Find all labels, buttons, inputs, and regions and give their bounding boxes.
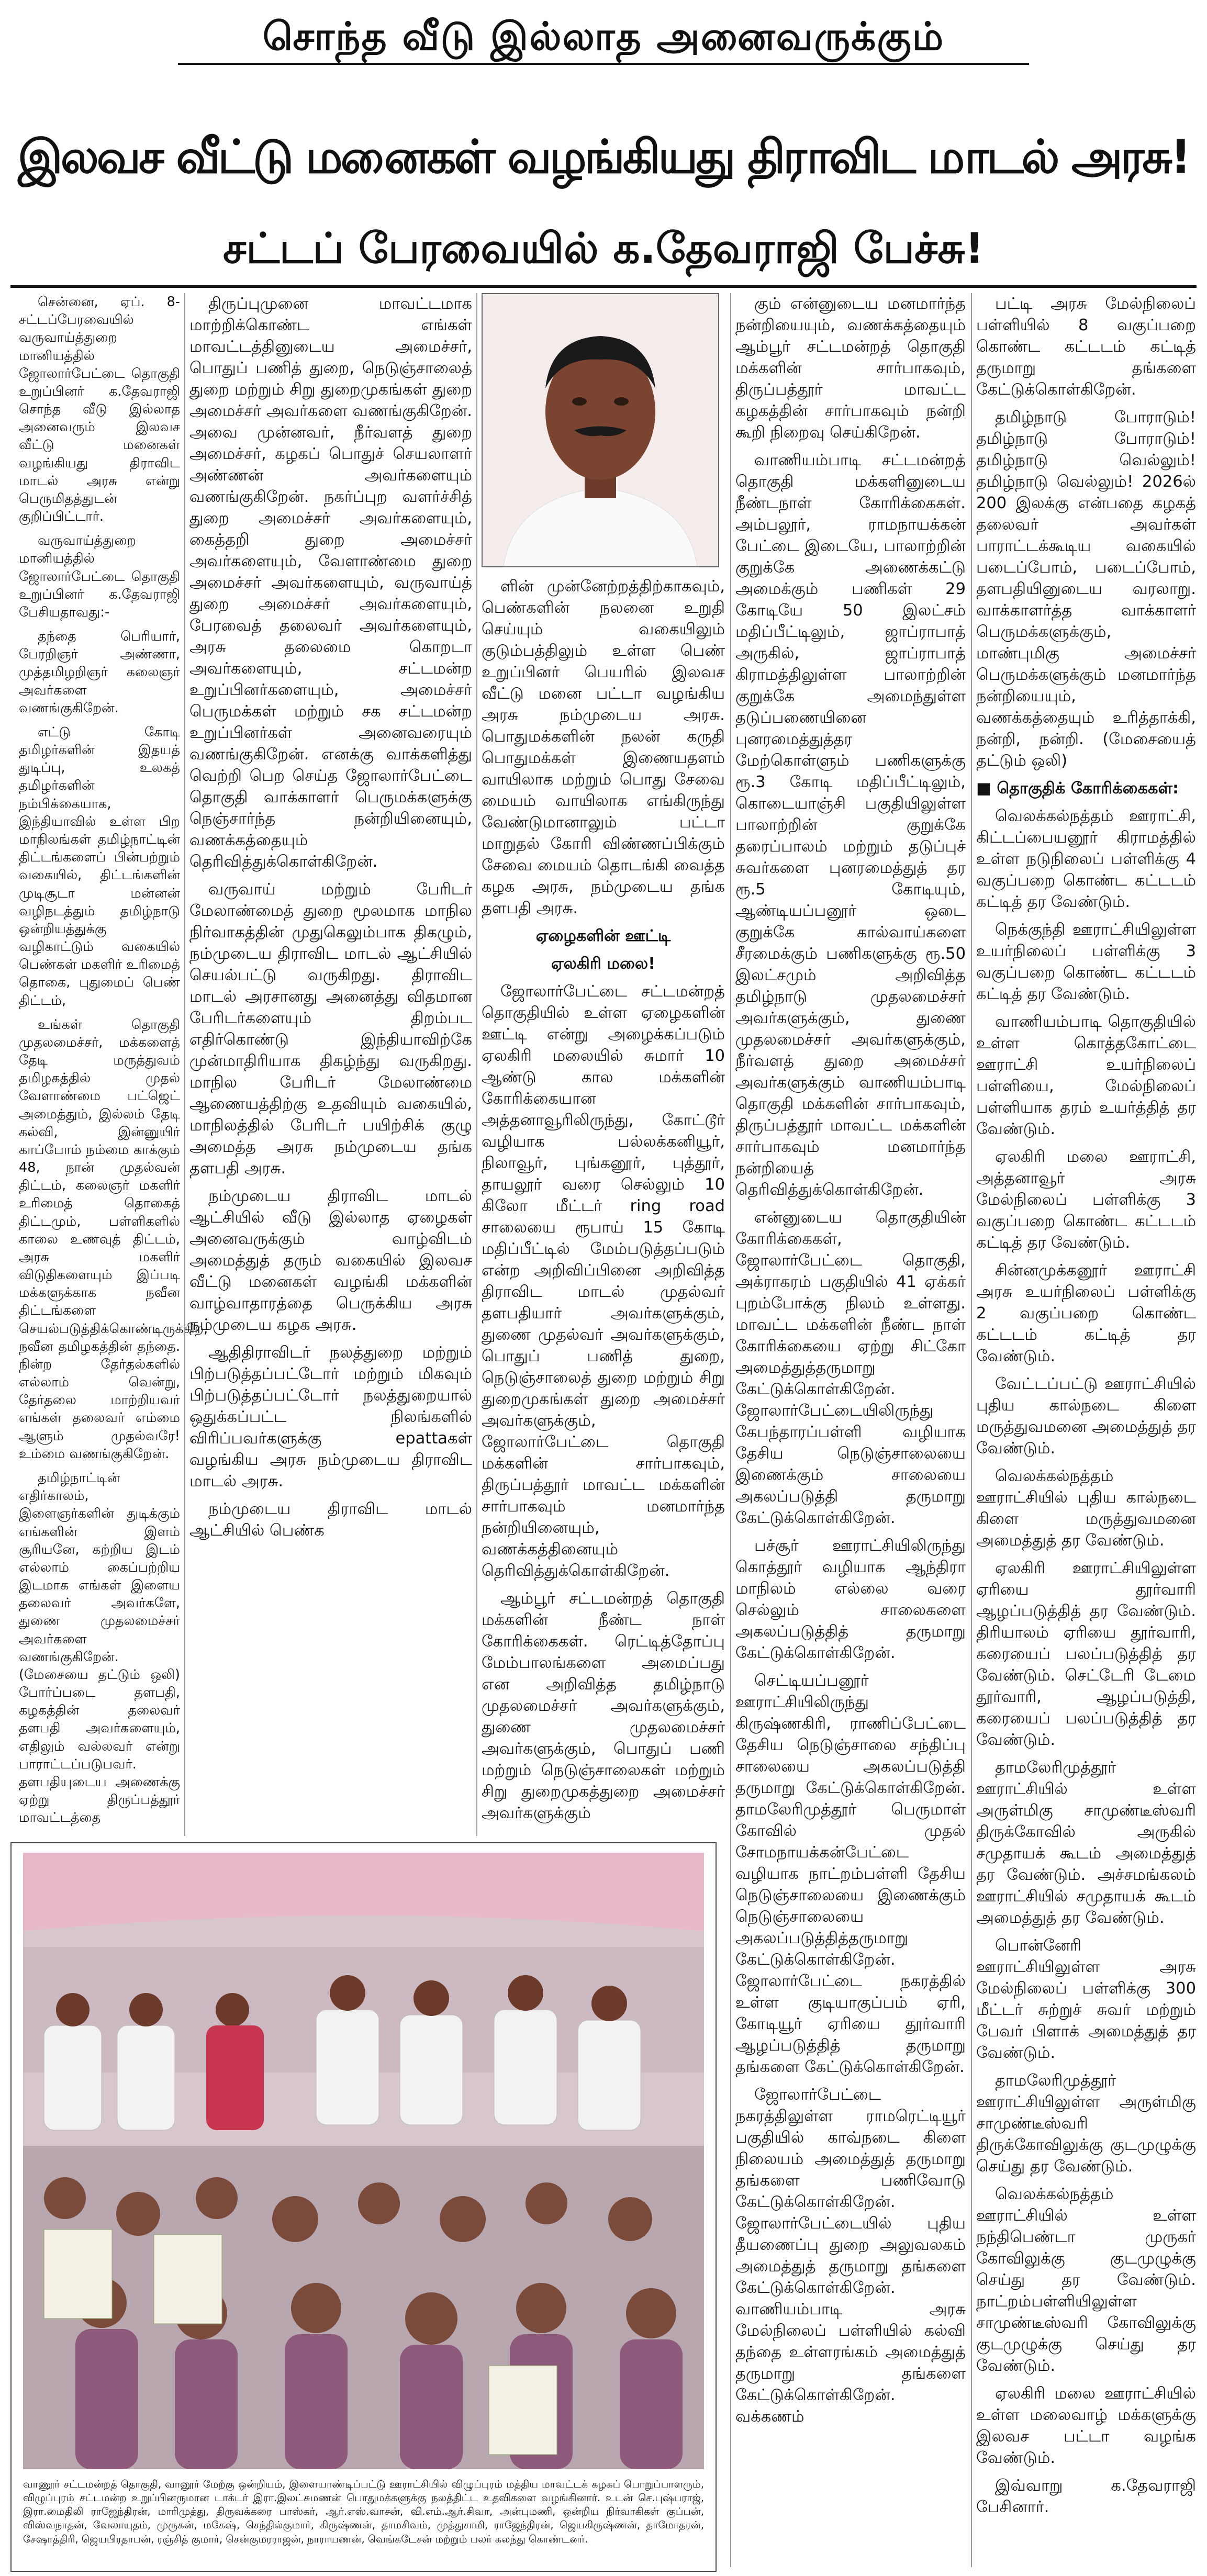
article-column-2: [189, 293, 472, 1836]
paragraph: கும் என்னுடைய மனமார்ந்த நன்றியையும், வணக்கத்தையும் ஆம்பூர் சட்டமன்றத் தொகுதி மக்களின் சார்பாகவும், திருப்பத்தூர் மாவட்ட கழகத்தின் சார்பாகவும் நன்றி கூறி நிறைவு செய்கிறேன்.: [735, 295, 966, 442]
paragraph: ஜோலார்பேட்டை சட்டமன்றத் தொகுதியில் உள்ள ஏழைகளின் ஊட்டி என்று அழைக்கப்படும் ஏலகிரி மலையில் சுமார் 10 ஆண்டு கால மக்களின் கோரிக்கையான அத்தனாவூரிலிருந்து, கோட்டூர் வழியாக பல்லக்கனியூர், நிலாவூர், புங்கனூர், புத்தூர், தாயலூர் வரை செல்லும் 10 கிலோ மீட்டர் ring road சாலையை ரூபாய் 15 கோடி மதிப்பீட்டில் மேம்படுத்தப்படும் என்ற அறிவிப்பினை அறிவித்த திராவிட மாடல் முதல்வர் தளபதியார் அவர்களுக்கும், துணை முதல்வர் அவர்களுக்கும், பொதுப் பணித் துறை, நெடுஞ்சாலைத் துறை மற்றும் சிறு துறைமுகங்கள் துறை அமைச்சர் அவர்களுக்கும், ஜோலார்பேட்டை தொகுதி மக்களின் சார்பாகவும், திருப்பத்தூர் மாவட்ட மக்களின் சார்பாகவும் மனமார்ந்த நன்றியினையும், வணக்கத்தினையும் தெரிவித்துக்கொள்கிறேன்.: [482, 982, 725, 1580]
column-divider: [971, 293, 972, 2567]
paragraph: சென்னை, ஏப். 8- சட்டப்பேரவையில் வருவாய்த்துறை மானியத்தில் ஜோலார்பேட்டை தொகுதி உறுப்பினர் க.தேவராஜி சொந்த வீடு இல்லாத அனைவரும் இலவச வீட்டு மனைகள் வழங்கியது திராவிட மாடல் அரசு என்று பெருமிதத்துடன் குறிப்பிட்டார்.: [19, 294, 180, 525]
paragraph: தமிழ்நாட்டின் எதிர்காலம், இளைஞர்களின் துடிக்கும் எங்களின் இளம் சூரியனே, கற்றிய இடம் எல்லாம் கைப்பற்றிய இடமாக எங்கள் இளைய தலைவர் அவர்களே, துணை முதலமைச்சர் அவர்களை வணங்குகிறேன். (மேசையை தட்டும் ஒலி) போர்ப்படை தளபதி, கழகத்தின் தலைவர் தளபதி அவர்களையும், எதிலும் வல்லவர் என்று பாராட்டப்படுபவர். தளபதியுடைய அணைக்கு ஏற்று திருப்பத்தூர் மாவட்டத்தை: [19, 1470, 180, 1826]
header-rule: [10, 285, 1197, 288]
paragraph: ஆம்பூர் சட்டமன்றத் தொகுதி மக்களின் நீண்ட நாள் கோரிக்கைகள். ரெட்டித்தோப்பு மேம்பாலங்களை அமைப்பது என அறிவித்த தமிழ்நாடு முதலமைச்சர் அவர்களுக்கும், துணை முதலமைச்சர் அவர்களுக்கும், பொதுப் பணி மற்றும் நெடுஞ்சாலைகள் மற்றும் சிறு துறைமுகத்துறை அமைச்சர் அவர்களுக்கும்: [482, 1589, 725, 1822]
column-divider: [476, 293, 477, 1836]
paragraph: வருவாய் மற்றும் பேரிடர் மேலாண்மைத் துறை மூலமாக மாநில நிர்வாகத்தின் முதுகெலும்பாக திகழும், நம்முடைய திராவிட மாடல் ஆட்சியில் செயல்பட்டு வருகிறது. திராவிட மாடல் அரசானது அனைத்து விதமான பேரிடர்களையும் திறம்பட எதிர்கொண்டு இந்தியாவிற்கே முன்மாதிரியாக திகழ்ந்து வருகிறது. மாநில பேரிடர் மேலாண்மை ஆணையத்திற்கு உதவியும் வகையில், மாநிலத்தில் பேரிடர் பயிற்சிக் குழு அமைத்த அரசு நம்முடைய தங்க தளபதி அரசு.: [189, 880, 472, 1178]
paragraph: நம்முடைய திராவிட மாடல் ஆட்சியில் பெண்க: [189, 1500, 472, 1540]
paragraph: என்னுடைய தொகுதியின் கோரிக்கைகள், ஜோலார்பேட்டை தொகுதி, அக்ராகரம் பகுதியில் 41 ஏக்கர் புறம்போக்கு நிலம் உள்ளது. மாவட்ட மக்களின் நீண்ட நாள் கோரிக்கையை ஏற்று சிட்கோ அமைத்துத்தருமாறு கேட்டுக்கொள்கிறேன். ஜோலார்பேட்டையிலிருந்து கேபந்தாரப்பள்ளி வழியாக தேசிய நெடுஞ்சாலையை இணைக்கும் சாலையை அகலப்படுத்தி தருமாறு கேட்டுக்கொள்கிறேன்.: [735, 1208, 966, 1527]
paragraph: எட்டு கோடி தமிழர்களின் இதயத் துடிப்பு, உலகத் தமிழர்களின் நம்பிக்கையாக, இந்தியாவில் உள்ள பிற மாநிலங்கள் தமிழ்நாட்டின் திட்டங்களைப் பின்பற்றும் வகையில், திட்டங்களின் முடிசூடா மன்னன் வழிநடத்தும் தமிழ்நாடு ஒன்றியத்துக்கு வழிகாட்டும் வகையில் பெண்கள் மகளிர் உரிமைத் தொகை, புதுமைப் பெண் திட்டம்,: [19, 724, 180, 1009]
demand-item: ஏலகிரி ஊராட்சியிலுள்ள ஏரியை தூர்வாரி ஆழப்படுத்தித் தர வேண்டும். திரியாலம் ஏரியை தூர்வாரி, கரையைப் பலப்படுத்தித் தர வேண்டும். செட்டேரி டேமை தூர்வாரி, ஆழப்படுத்தி, கரையைப் பலப்படுத்தித் தர வேண்டும்.: [976, 1559, 1196, 1749]
paragraph: ஆதிதிராவிடர் நலத்துறை மற்றும் பிற்படுத்தப்பட்டோர் மற்றும் மிகவும் பிற்படுத்தப்பட்டோர் நலத்துறையால் ஒதுக்கப்பட்ட நிலங்களில் விரிப்பவர்களுக்கு epattaகள் வழங்கிய அரசு நம்முடைய திராவிட மாடல் அரசு.: [189, 1343, 472, 1491]
event-photo: [23, 1853, 704, 2469]
demand-item: வேட்டப்பட்டு ஊராட்சியில் புதிய கால்நடை கிளை மருத்துவமனை அமைத்துத் தர வேண்டும்.: [976, 1375, 1196, 1458]
column-divider: [184, 293, 185, 1836]
demands-heading: ■ தொகுதிக் கோரிக்கைகள்:: [976, 778, 1196, 799]
demand-item: வெலக்கல்நத்தம் ஊராட்சியில் உள்ள நந்திபெண்டா முருகர் கோவிலுக்கு குடமுழுக்கு செய்து தர வேண்டும். நாட்றம்பள்ளியிலுள்ள சாமுண்டீஸ்வரி கோவிலுக்கு குடமுழுக்கு செய்து தர வேண்டும்.: [976, 2185, 1196, 2375]
paragraph: செட்டியப்பனூர் ஊராட்சியிலிருந்து கிருஷ்ணகிரி, ராணிப்பேட்டை தேசிய நெடுஞ்சாலை சந்திப்பு சாலையை அகலப்படுத்தி தருமாறு கேட்டுக்கொள்கிறேன். தாமலேரிமுத்தூர் பெருமாள் கோவில் முதல் சோமநாயக்கன்பேட்டை வழியாக நாட்றம்பள்ளி தேசிய நெடுஞ்சாலையை இணைக்கும் நெடுஞ்சாலையை அகலப்படுத்தித்தருமாறு கேட்டுக்கொள்கிறேன். ஜோலார்பேட்டை நகரத்தில் உள்ள குடியாகுப்பம் ஏரி, கோடியூர் ஏரியை தூர்வாரி ஆழப்படுத்தித் தருமாறு தங்களை கேட்டுக்கொள்கிறேன்.: [735, 1672, 966, 2076]
demand-item: வெலக்கல்நத்தம் ஊராட்சி, கிட்டப்பையனூர் கிராமத்தில் உள்ள நடுநிலைப் பள்ளிக்கு 4 வகுப்பறை கொண்ட கட்டடம் கட்டித் தர வேண்டும்.: [976, 807, 1196, 911]
demand-item: தாமலேரிமுத்தூர் ஊராட்சியில் உள்ள அருள்மிகு சாமுண்டீஸ்வரி திருக்கோவில் அருகில் சமுதாயக் கூடம் அமைத்துத் தர வேண்டும். அச்சமங்கலம் ஊராட்சியில் சமுதாயக் கூடம் அமைத்துத் தர வேண்டும்.: [976, 1759, 1196, 1927]
paragraph: வருவாய்த்துறை மானியத்தில் ஜோலார்பேட்டை தொகுதி உறுப்பினர் க.தேவராஜி பேசியதாவது:-: [19, 533, 180, 620]
paragraph: திருப்புமுனை மாவட்டமாக மாற்றிக்கொண்ட எங்கள் மாவட்டத்தினுடைய அமைச்சர், பொதுப் பணித் துறை, நெடுஞ்சாலைத் துறை மற்றும் சிறு துறைமுகங்கள் துறை அமைச்சர் அவர்களை வணங்குகிறேன். அவை முன்னவர், நீர்வளத் துறை அமைச்சர், கழகப் பொதுச் செயலாளர் அண்ணன் அவர்களையும் வணங்குகிறேன். நகர்ப்புற வளர்ச்சித் துறை அமைச்சர் அவர்களையும், கைத்தறி துறை அமைச்சர் அவர்களையும், வேளாண்மை துறை அமைச்சர் அவர்களையும், வருவாய்த் துறை அமைச்சர் அவர்களையும், பேரவைத் தலைவர் அவர்களையும், அரசு தலைமை கொறடா அவர்களையும், சட்டமன்ற உறுப்பினர்களையும், அமைச்சர் பெருமக்கள் மற்றும் சக சட்டமன்ற உறுப்பினர்கள் அனைவரையும் வணங்குகிறேன். எனக்கு வாக்களித்து வெற்றி பெற செய்த ஜோலார்பேட்டை தொகுதி வாக்காளர் பெருமக்களுக்கு நெஞ்சார்ந்த நன்றியினையும், வணக்கத்தையும் தெரிவித்துக்கொள்கிறேன்.: [189, 295, 472, 871]
section-heading: ஏழைகளின் ஊட்டி: [535, 927, 671, 945]
demand-item: தாமலேரிமுத்தூர் ஊராட்சியிலுள்ள அருள்மிகு சாமுண்டீஸ்வரி திருக்கோவிலுக்கு குடமுழுக்கு செய்து தர வேண்டும்.: [976, 2071, 1196, 2176]
paragraph: தந்தை பெரியார், பேரறிஞர் அண்ணா, முத்தமிழறிஞர் கலைஞர் அவர்களை வணங்குகிறேன்.: [19, 629, 180, 716]
paragraph: ஜோலார்பேட்டை நகரத்திலுள்ள ராமரெட்டியூர் பகுதியில் காவ்நடை கிளை நிலையம் அமைத்துத் தருமாறு தங்களை பணிவோடு கேட்டுக்கொள்கிறேன். ஜோலார்பேட்டையில் புதிய தீயணைப்பு துறை அலுவலகம் அமைத்துத் தருமாறு தங்களை கேட்டுக்கொள்கிறேன். வாணியம்பாடி அரசு மேல்நிலைப் பள்ளியில் கல்வி தந்தை உள்ளரங்கம் அமைத்துத் தருமாறு தங்களை கேட்டுக்கொள்கிறேன். வக்கணம்: [735, 2086, 966, 2426]
kicker-heading: சொந்த வீடு இல்லாத அனைவருக்கும்: [178, 10, 1029, 65]
article-column-5: [976, 293, 1196, 2567]
news-photo-box: [10, 1842, 717, 2572]
paragraph: பச்சூர் ஊராட்சியிலிருந்து கொத்தூர் வழியாக ஆந்திரா மாநிலம் எல்லை வரை செல்லும் சாலைகளை அகலப்படுத்தித் தருமாறு கேட்டுக்கொள்கிறேன்.: [735, 1537, 966, 1662]
section-subheading: ஏலகிரி மலை!: [551, 955, 656, 973]
demand-item: ஏலகிரி மலை ஊராட்சி, அத்தனாவூர் அரசு மேல்நிலைப் பள்ளிக்கு 3 வகுப்பறை கொண்ட கட்டடம் கட்டித் தர வேண்டும்.: [976, 1148, 1196, 1252]
paragraph: பட்டி அரசு மேல்நிலைப் பள்ளியில் 8 வகுப்பறை கொண்ட கட்டடம் கட்டித் தருமாறு தங்களை கேட்டுக்கொள்கிறேன்.: [976, 295, 1196, 399]
paragraph: வாணியம்பாடி சட்டமன்றத் தொகுதி மக்களினுடைய நீண்டநாள் கோரிக்கைகள். அம்பலூர், ராமநாயக்கன் பேட்டை இடையே, பாலாற்றின் குறுக்கே அணைக்கட்டு அமைக்கும் பணிகள் 29 கோடியே 50 இலட்சம் மதிப்பீட்டிலும், ஜாப்ராபாத் அருகில், ஜாப்ராபாத் கிராமத்திலுள்ள பாலாற்றின் குறுக்கே அமைந்துள்ள தடுப்பணையினை புனரமைத்துத்தர மேற்கொள்ளும் பணிகளுக்கு ரூ.3 கோடி மதிப்பீட்டிலும், கொடையாஞ்சி பகுதியிலுள்ள பாலாற்றின் குறுக்கே தரைப்பாலம் மற்றும் தடுப்புச் சுவர்களை புனரமைத்துத் தர ரூ.5 கோடியும், ஆண்டியப்பனூர் ஒடை குறுக்கே கால்வாய்களை சீரமைக்கும் பணிகளுக்கு ரூ.50 இலட்சமும் அறிவித்த தமிழ்நாடு முதலமைச்சர் அவர்களுக்கும், துணை முதலமைச்சர் அவர்களுக்கும், நீர்வளத் துறை அமைச்சர் அவர்களுக்கும் வாணியம்பாடி தொகுதி மக்களின் சார்பாகவும், திருப்பத்தூர் மாவட்ட மக்களின் சார்பாகவும் மனமார்ந்த நன்றியைத் தெரிவித்துக்கொள்கிறேன்.: [735, 451, 966, 1199]
paragraph: நம்முடைய திராவிட மாடல் ஆட்சியில் வீடு இல்லாத ஏழைகள் அனைவருக்கும் வாழ்விடம் அமைத்துத் தரும் வகையில் இலவச வீட்டு மனைகள் வழங்கி மக்களின் வாழ்வாதாரத்தை பெருக்கிய அரசு நம்முடைய கழக அரசு.: [189, 1187, 472, 1334]
demand-item: சின்னமுக்கனூர் ஊராட்சி அரசு உயர்நிலைப் பள்ளிக்கு 2 வகுப்பறை கொண்ட கட்டடம் கட்டித் தர வேண்டும்.: [976, 1261, 1196, 1365]
paragraph: ளின் முன்னேற்றத்திற்காகவும், பெண்களின் நலனை உறுதி செய்யும் வகையிலும் குடும்பத்திலும் உள்ள பெண் உறுப்பினர் பெயரில் இலவச வீட்டு மனை பட்டா வழங்கிய அரசு நம்முடைய அரசு. பொதுமக்களின் நலன் கருதி பொதுமக்கள் இணையதளம் வாயிலாக மற்றும் பொது சேவை மையம் வாயிலாக எங்கிருந்து வேண்டுமானாலும் பட்டா மாறுதல் கோரி விண்ணப்பிக்கும் சேவை மையம் தொடங்கி வைத்த கழக அரசு, நம்முடைய தங்க தளபதி அரசு.: [482, 577, 725, 917]
article-column-3: [482, 293, 725, 1836]
article-column-4: [735, 293, 966, 2567]
subheadline: சட்டப் பேரவையில் க.தேவராஜி பேச்சு!: [223, 224, 984, 273]
paragraph: உங்கள் தொகுதி முதலமைச்சர், மக்களைத் தேடி மருத்துவம் தமிழகத்தில் முதல் வேளாண்மை பட்ஜெட் அமைத்தும், இல்லம் தேடி கல்வி, இன்னுயிர் காப்போம் நம்மை காக்கும் 48, நான் முதல்வன் திட்டம், கலைஞர் மகளிர் உரிமைத் தொகைத் திட்டமும், பள்ளிகளில் காலை உணவுத் திட்டம், அரசு மகளிர் விடுதிகளையும் இப்படி மக்களுக்காக நவீன திட்டங்களை செயல்படுத்திக்கொண்டிருக்கிற, நவீன தமிழகத்தின் தந்தை. நின்ற தேர்தல்களில் எல்லாம் வென்று, தேர்தலை மாற்றியவர் எங்கள் தலைவர் எம்மை ஆளும் முதல்வரே! உம்மை வணங்குகிறேன்.: [19, 1016, 208, 1462]
demand-item: வாணியம்பாடி தொகுதியில் உள்ள கொத்தகோட்டை ஊராட்சி உயர்நிலைப் பள்ளியை, மேல்நிலைப் பள்ளியாக தரம் உயர்த்தித் தர வேண்டும்.: [976, 1013, 1196, 1138]
demand-item: வெலக்கல்நத்தம் ஊராட்சியில் புதிய கால்நடை கிளை மருத்துவமனை அமைத்துத் தர வேண்டும்.: [976, 1467, 1196, 1550]
demand-item: ஏலகிரி மலை ஊராட்சியில் உள்ள மலைவாழ் மக்களுக்கு இலவச பட்டா வழங்க வேண்டும்.: [976, 2384, 1196, 2467]
event-photo-image: [23, 1853, 704, 2469]
article-column-1: [19, 293, 208, 1836]
column-divider: [730, 293, 731, 2567]
photo-caption: வாணூர் சட்டமன்றத் தொகுதி, வானூர் மேற்கு ஒன்றியம், இளையாண்டிப்பட்டு ஊராட்சியில் விழுப்புரம் மத்திய மாவட்டக் கழகப் பொறுப்பாளரும், விழுப்புரம் சட்டமன்ற உறுப்பினருமான டாக்டர் இரா.இலட்சுமணன் பொதுமக்களுக்கு நலத்திட்ட உதவிகளை வழங்கினார். உடன் செ.புஷ்பராஜ், இரா.மைதிலி ராஜேந்திரன், மாரிமுத்து, திருவக்கரை பாஸ்கர், ஆர்.எஸ்.வாசன், வி.எம்.ஆர்.சிவா, அன்புமணி, ஒன்றிய நிர்வாகிகள் குப்பன், விஸ்வநாதன், வேலாயுதம், முருகன், மகேஷ், செந்தில்குமார், கிருஷ்ணன், தாமசிவம், முத்துசாமி, ராஜேந்திரன், ஜெயகிருஷ்ணன், தாமோதரன், சேஷாத்திரி, ஜெயபிரதாபன், ரஞ்சித் குமார், சென்குமரராஜன், நாராயணன், வெங்கடேசன் மற்றும் பலர் கலந்து கொண்டனர்.: [23, 2478, 704, 2545]
paragraph: தமிழ்நாடு போராடும்! தமிழ்நாடு போராடும்! தமிழ்நாடு வெல்லும்! தமிழ்நாடு வெல்லும்! 2026ல் 200 இலக்கு என்பதை கழகத் தலைவர் அவர்கள் பாராட்டக்கூடிய வகையில் படைப்போம், படைப்போம், தளபதியினுடைய வரலாறு. வாக்காளர்த்த வாக்காளர் பெருமக்களுக்கும், மாண்புமிகு அமைச்சர் பெருமக்களுக்கும் மனமார்ந்த நன்றியையும், வணக்கத்தையும் உரித்தாக்கி, நன்றி, நன்றி. (மேசையைத் தட்டும் ஒலி): [976, 408, 1196, 770]
main-headline: இலவச வீட்டு மனைகள் வழங்கியது திராவிட மாடல் அரசு!: [18, 130, 1189, 184]
demand-item: பொன்னேரி ஊராட்சியிலுள்ள அரசு மேல்நிலைப் பள்ளிக்கு 300 மீட்டர் சுற்றுச் சுவர் மற்றும் பேவர் பிளாக் அமைத்துத் தர வேண்டும்.: [976, 1936, 1196, 2062]
demand-item: நெக்குந்தி ஊராட்சியிலுள்ள உயர்நிலைப் பள்ளிக்கு 3 வகுப்பறை கொண்ட கட்டடம் கட்டித் தர வேண்டும்.: [976, 921, 1196, 1003]
signoff: இவ்வாறு க.தேவராஜி பேசினார்.: [976, 2477, 1196, 2516]
